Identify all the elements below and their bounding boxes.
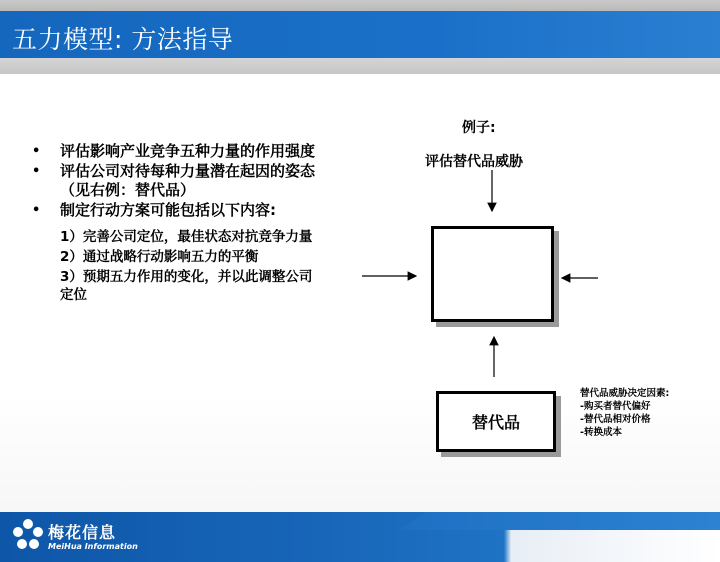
sub-item: 2）通过战略行动影响五力的平衡 (60, 249, 259, 265)
plum-blossom-icon (12, 518, 44, 552)
footer-band (0, 512, 720, 562)
example-subtitle: 评估替代品威胁 (425, 154, 523, 170)
factor-item: -替代品相对价格 (580, 414, 651, 425)
factor-item: -购买者替代偏好 (580, 401, 651, 412)
substitute-box (436, 391, 556, 452)
bullet-text: 制定行动方案可能包括以下内容: (60, 201, 277, 219)
bullet-dot-icon: • (32, 203, 41, 218)
logo-text-en: MeiHua Information (48, 542, 138, 551)
logo-text-cn: 梅花信息 (48, 523, 117, 542)
bullet-text: 评估公司对待每种力量潜在起因的姿态（见右例：替代品） (60, 162, 316, 199)
factors-list (580, 387, 715, 439)
example-label: 例子: (462, 120, 496, 136)
factor-item: -转换成本 (580, 427, 622, 438)
bullet-dot-icon: • (32, 164, 41, 179)
factors-title: 替代品威胁决定因素: (580, 388, 670, 399)
bullet-text: 评估影响产业竞争五种力量的作用强度 (60, 142, 316, 160)
substitute-label: 替代品 (471, 413, 520, 432)
industry-competition-box (431, 226, 554, 322)
sub-item: 1）完善公司定位，最佳状态对抗竞争力量 (60, 229, 313, 245)
bullet-dot-icon: • (32, 144, 41, 159)
page-title: 五力模型: 方法指导 (12, 25, 234, 54)
sub-item: 3）预期五力作用的变化，并以此调整公司定位 (60, 269, 313, 303)
footer-stripe (400, 512, 720, 530)
